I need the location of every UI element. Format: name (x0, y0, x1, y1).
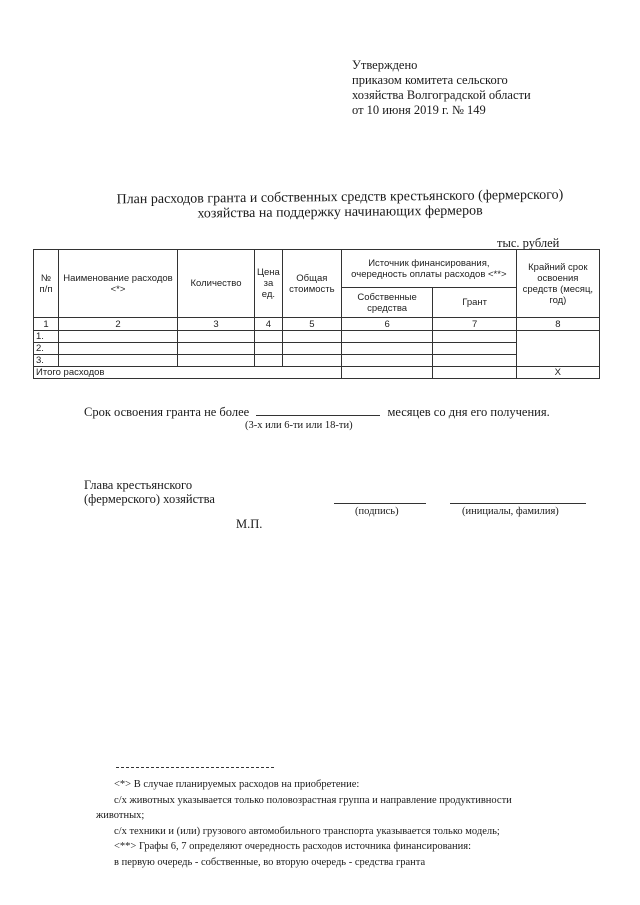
deadline-text-after: месяцев со дня его получения. (387, 405, 550, 419)
name-line (450, 503, 586, 504)
head-label-line-1: Глава крестьянского (84, 478, 193, 492)
total-row (34, 367, 600, 379)
table-row (34, 343, 600, 355)
deadline-text-before: Срок освоения гранта не более (84, 405, 250, 419)
row-number: 3. (34, 355, 59, 367)
footnote-1a-continued: животных; (96, 810, 145, 821)
col-number: 8 (516, 318, 599, 331)
header-qty: Количество (178, 250, 255, 318)
head-label-line-2: (фермерского) хозяйства (84, 492, 215, 506)
deadline-note: (3-х или 6-ти или 18-ти) (245, 420, 353, 431)
stamp-placeholder: М.П. (236, 517, 263, 531)
total-label: Итого расходов (34, 367, 342, 379)
grant-deadline-line (84, 404, 550, 420)
total-mark: X (516, 367, 599, 379)
footnote-1: <*> В случае планируемых расходов на приобретение: (114, 779, 360, 790)
header-price: Цена за ед. (255, 250, 283, 318)
deadline-blank (256, 404, 380, 416)
approval-line: от 10 июня 2019 г. № 149 (352, 103, 486, 117)
table-row (34, 355, 600, 367)
header-grant: Грант (433, 288, 516, 318)
document-title (60, 187, 620, 223)
units-label: тыс. рублей (497, 236, 560, 250)
approval-line: хозяйства Волгоградской области (352, 88, 531, 102)
col-number: 2 (59, 318, 178, 331)
col-number: 7 (433, 318, 516, 331)
footnotes (96, 777, 586, 870)
col-number: 4 (255, 318, 283, 331)
footnote-2a: в первую очередь - собственные, во вторую очередь - средства гранта (114, 856, 426, 868)
expense-plan-table (33, 249, 600, 379)
farm-head-label (84, 478, 215, 506)
signature-line (334, 503, 426, 504)
header-num: № п/п (34, 250, 59, 318)
approval-stamp (352, 58, 531, 118)
title-line-2: хозяйства на поддержку начинающих фермеров (197, 203, 483, 222)
header-total: Общая стоимость (282, 250, 341, 318)
header-deadline: Крайний срок освоения средств (месяц, год) (516, 250, 599, 318)
footnote-2: <**> Графы 6, 7 определяют очередность расходов источника финансирования: (114, 841, 472, 852)
table-row (34, 331, 600, 343)
header-name: Наименование расходов <*> (59, 250, 178, 318)
row-number: 1. (34, 331, 59, 343)
col-number: 1 (34, 318, 59, 331)
col-number: 6 (341, 318, 433, 331)
row-number: 2. (34, 343, 59, 355)
column-number-row (34, 318, 600, 331)
name-caption: (инициалы, фамилия) (462, 506, 559, 517)
header-own: Собственные средства (341, 288, 433, 318)
header-source: Источник финансирования, очередность оплаты расходов <**> (341, 250, 516, 288)
footnote-1a: с/х животных указывается только половозрастная группа и направление продуктивности (114, 794, 512, 806)
col-number: 3 (178, 318, 255, 331)
col-number: 5 (282, 318, 341, 331)
approval-line: Утверждено (352, 58, 418, 72)
approval-line: приказом комитета сельского (352, 73, 508, 87)
footnote-divider (116, 767, 274, 768)
deadline-merged-cell (516, 331, 599, 367)
footnote-1b: с/х техники и (или) грузового автомобильного транспорта указывается только модель; (114, 825, 500, 837)
title-line-1: План расходов гранта и собственных средств крестьянского (фермерского) (116, 187, 564, 208)
signature-caption: (подпись) (355, 506, 399, 517)
